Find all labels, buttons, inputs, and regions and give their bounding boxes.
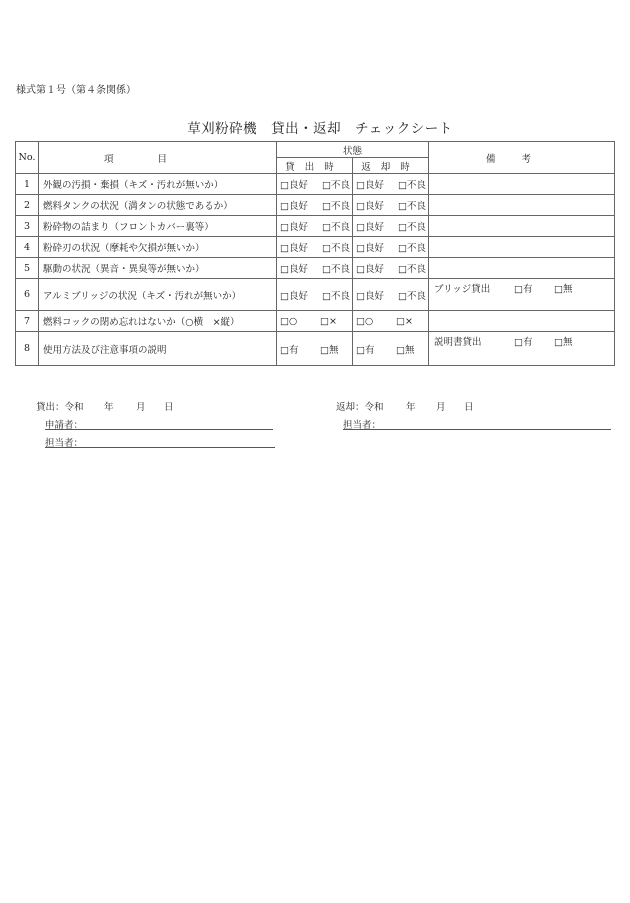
return-check (353, 258, 429, 279)
checkbox-yes[interactable]: □有 (514, 284, 533, 295)
checkbox-good[interactable]: □良好 (356, 222, 384, 233)
checkbox-good[interactable]: □良好 (280, 264, 308, 275)
note-cell[interactable] (429, 258, 615, 279)
checkbox-bad[interactable]: □不良 (322, 180, 350, 191)
checkbox-bad[interactable]: □不良 (322, 243, 350, 254)
header-item-label: 項目 (103, 153, 211, 165)
lend-check (277, 174, 353, 195)
table-row: 5 駆動の状況（異音・異臭等が無いか） □良好 □不良 □良好 □不良 (16, 258, 615, 279)
applicant-label: 申請者： (45, 420, 84, 431)
header-notes-label: 備考 (486, 153, 558, 165)
table-row: 1 外観の汚損・棄損（キズ・汚れが無いか） □良好 □不良 □良好 □不良 (16, 174, 615, 195)
lending-year[interactable]: 年 (104, 402, 114, 413)
checkbox-bad[interactable]: □不良 (398, 180, 427, 191)
lend-check (277, 237, 353, 258)
header-return-time: 返却時 (353, 158, 429, 174)
lend-check (277, 332, 353, 366)
lend-check (277, 311, 353, 332)
checkbox-circle[interactable]: □○ (280, 315, 298, 327)
note-cell[interactable] (429, 174, 615, 195)
table-row: 4 粉砕刃の状況（摩耗や欠損が無いか） □良好 □不良 □良好 □不良 (16, 237, 615, 258)
checkbox-good[interactable]: □良好 (356, 264, 384, 275)
checkbox-bad[interactable]: □不良 (322, 222, 350, 233)
checkbox-no[interactable]: □無 (554, 284, 573, 295)
return-check (353, 174, 429, 195)
lend-check (277, 195, 353, 216)
return-check (353, 195, 429, 216)
return-check (353, 332, 429, 366)
checklist-table (15, 141, 615, 366)
checkbox-yes[interactable]: □有 (356, 344, 375, 356)
checkbox-no[interactable]: □無 (396, 344, 415, 356)
return-date-label: 返却：令和 (336, 402, 384, 413)
table-row: 7 燃料コックの閉め忘れはないか（○横 ×縦） □○ □× □○ □× (16, 311, 615, 332)
return-staff-label: 担当者： (343, 420, 382, 431)
checkbox-good[interactable]: □良好 (280, 222, 308, 233)
checkbox-yes[interactable]: □有 (514, 337, 533, 348)
note-cell (429, 279, 615, 311)
header-no: No. (16, 142, 39, 174)
note-cell[interactable] (429, 195, 615, 216)
checkbox-good[interactable]: □良好 (356, 201, 384, 212)
checkbox-good[interactable]: □良好 (280, 290, 308, 302)
checkbox-bad[interactable]: □不良 (322, 290, 350, 302)
checkbox-circle[interactable]: □○ (356, 315, 374, 327)
lending-date (36, 399, 174, 413)
checkbox-good[interactable]: □良好 (356, 243, 384, 254)
lending-month[interactable]: 月 (136, 402, 146, 413)
return-date (336, 399, 474, 413)
return-day[interactable]: 日 (464, 402, 474, 413)
return-staff-field[interactable] (343, 417, 611, 430)
checkbox-no[interactable]: □無 (554, 337, 573, 348)
checkbox-bad[interactable]: □不良 (398, 290, 427, 302)
checkbox-bad[interactable]: □不良 (322, 264, 350, 275)
table-row: 2 燃料タンクの状況（満タンの状態であるか） □良好 □不良 □良好 □不良 (16, 195, 615, 216)
document-title: 草刈粉砕機 貸出・返却 チェックシート (187, 121, 453, 137)
return-year[interactable]: 年 (406, 402, 416, 413)
header-status: 状態 (277, 142, 429, 158)
header-item (39, 142, 277, 174)
lend-check (277, 279, 353, 311)
return-month[interactable]: 月 (436, 402, 446, 413)
checkbox-bad[interactable]: □不良 (398, 264, 427, 275)
lending-staff-field[interactable] (45, 435, 275, 448)
note-cell[interactable] (429, 237, 615, 258)
lend-check (277, 216, 353, 237)
return-check (353, 237, 429, 258)
lend-check (277, 258, 353, 279)
note-cell[interactable] (429, 311, 615, 332)
bridge-lending-label: ブリッジ貸出 (434, 284, 491, 295)
manual-lending-label: 説明書貸出 (434, 337, 482, 348)
form-number: 様式第１号（第４条関係） (16, 85, 136, 96)
table-row: 8 使用方法及び注意事項の説明 □有 □無 □有 □無 説明書貸出 □有 □無 (16, 332, 615, 366)
note-cell[interactable] (429, 216, 615, 237)
checkbox-bad[interactable]: □不良 (398, 243, 427, 254)
lending-staff-label: 担当者： (45, 438, 84, 449)
checkbox-good[interactable]: □良好 (280, 180, 308, 191)
checkbox-good[interactable]: □良好 (356, 290, 384, 302)
lending-day[interactable]: 日 (164, 402, 174, 413)
lending-date-label: 貸出：令和 (36, 402, 84, 413)
table-row: 6 アルミブリッジの状況（キズ・汚れが無いか） □良好 □不良 □良好 □不良 ブリッジ貸出 □有 □無 (16, 279, 615, 311)
checkbox-cross[interactable]: □× (320, 315, 337, 327)
checkbox-yes[interactable]: □有 (280, 344, 299, 356)
checkbox-bad[interactable]: □不良 (398, 201, 427, 212)
checkbox-good[interactable]: □良好 (280, 243, 308, 254)
header-notes (429, 142, 615, 174)
checkbox-no[interactable]: □無 (320, 344, 339, 356)
checkbox-cross[interactable]: □× (396, 315, 413, 327)
table-row: 3 粉砕物の詰まり（フロントカバー裏等） □良好 □不良 □良好 □不良 (16, 216, 615, 237)
checkbox-bad[interactable]: □不良 (322, 201, 350, 212)
checkbox-good[interactable]: □良好 (356, 180, 384, 191)
applicant-field[interactable] (45, 417, 273, 430)
return-check (353, 279, 429, 311)
note-cell (429, 332, 615, 366)
checkbox-bad[interactable]: □不良 (398, 222, 427, 233)
header-lend-time: 貸出時 (277, 158, 353, 174)
checkbox-good[interactable]: □良好 (280, 201, 308, 212)
return-check (353, 311, 429, 332)
return-check (353, 216, 429, 237)
